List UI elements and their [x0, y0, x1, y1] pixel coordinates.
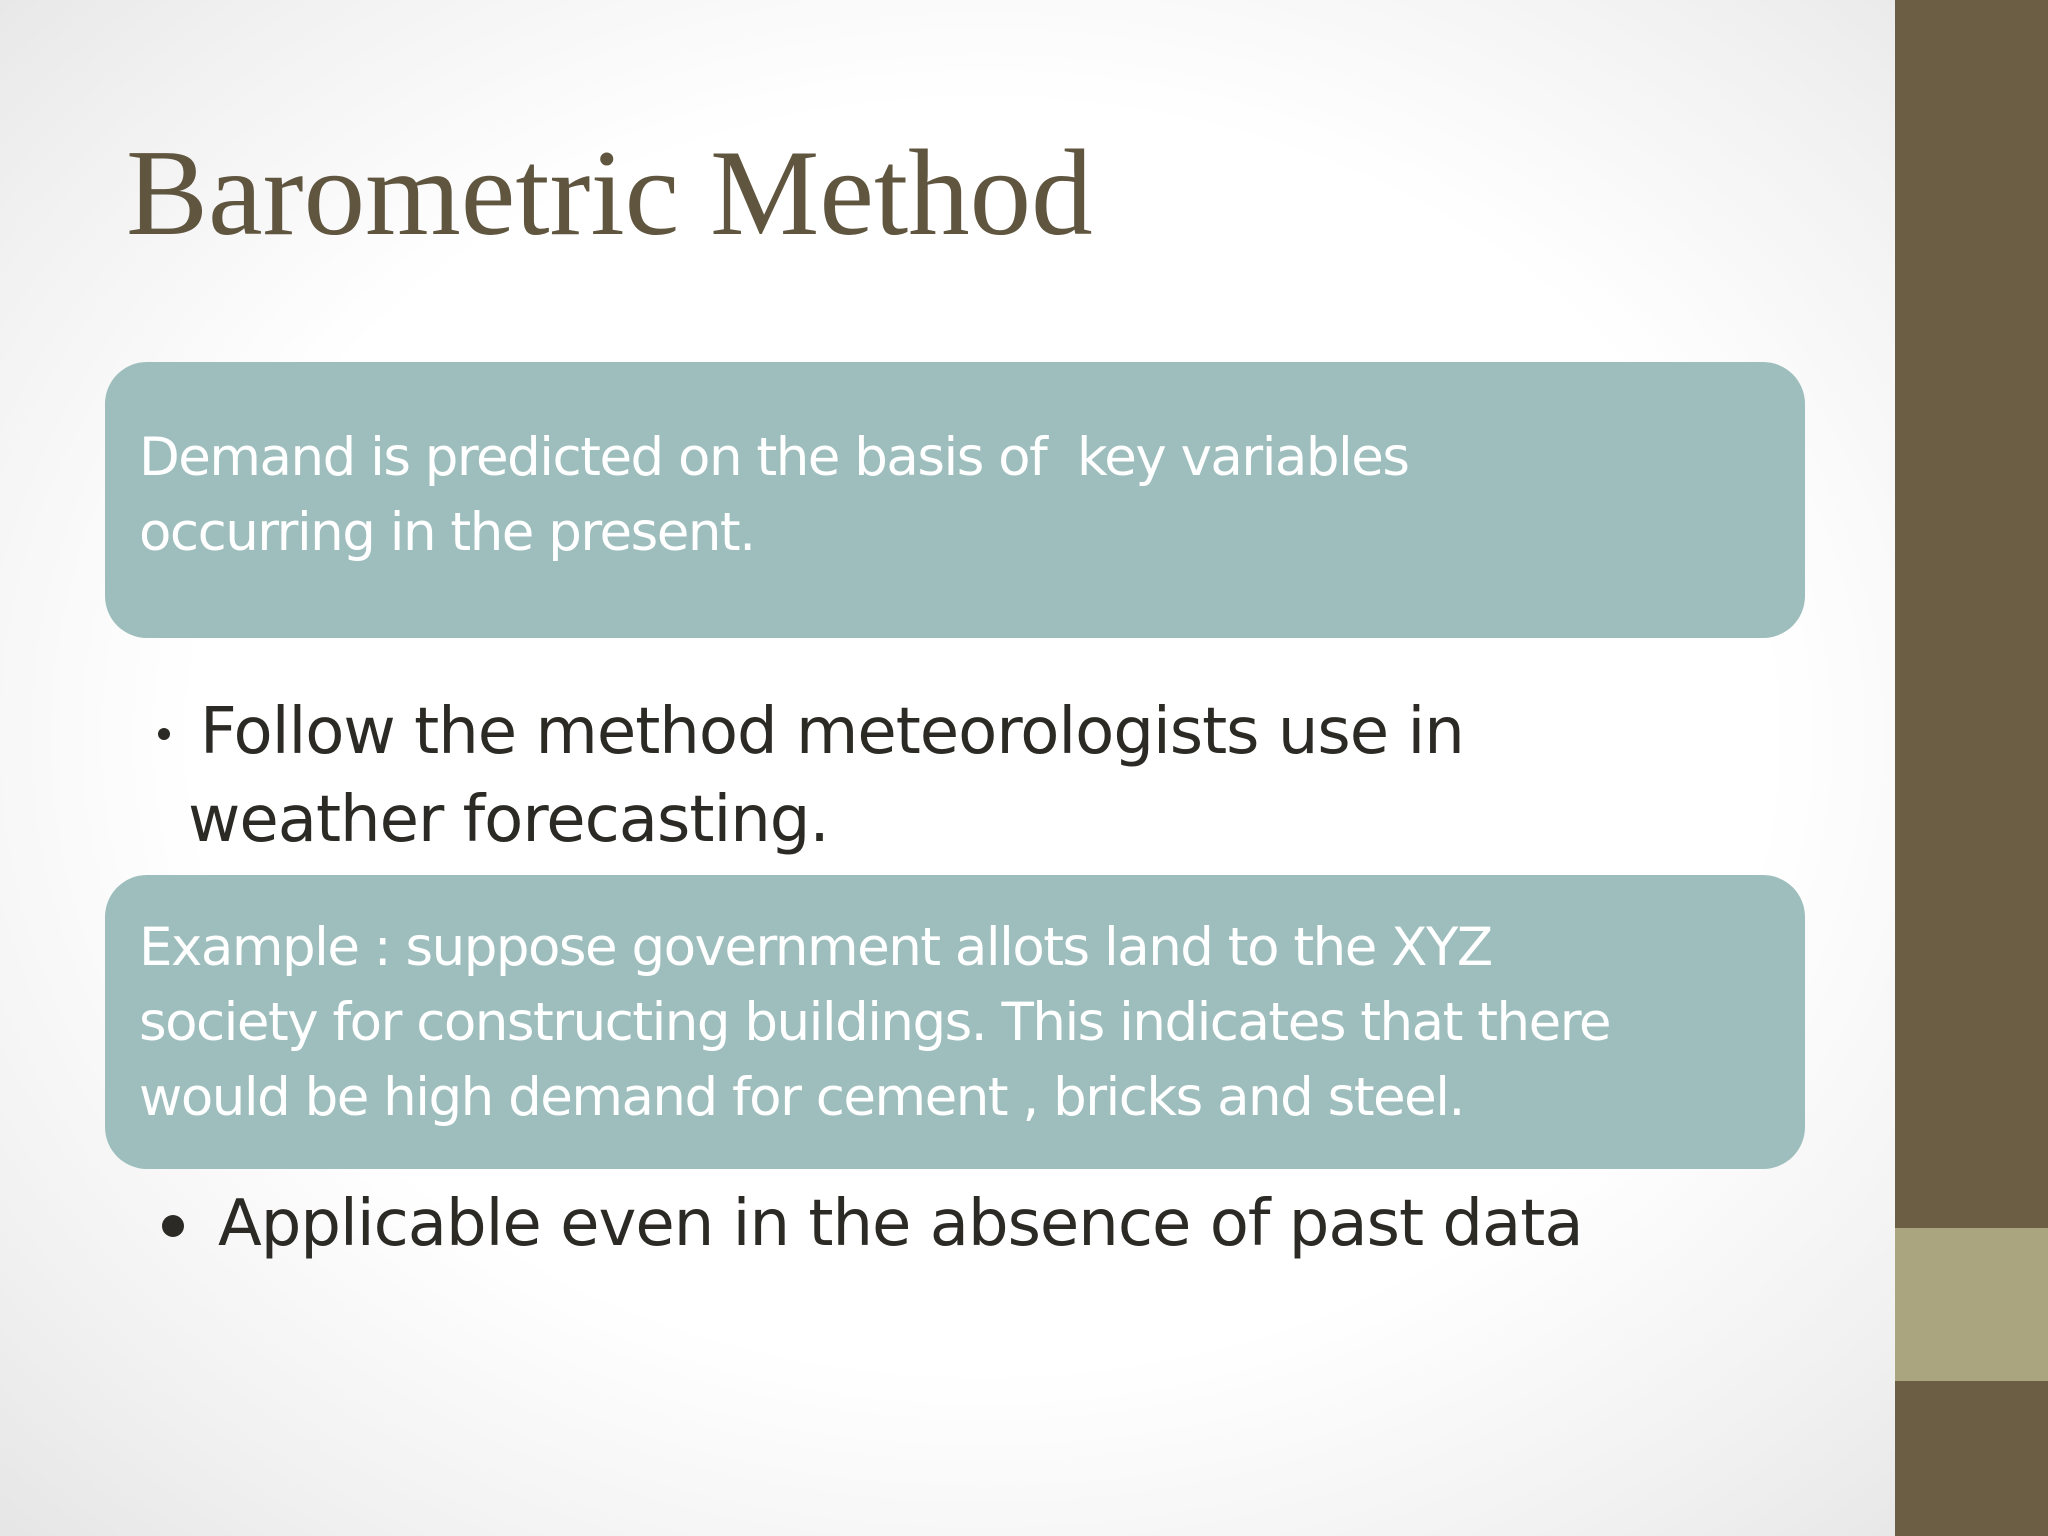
- callout-line: would be high demand for cement , bricks and steel.: [139, 1067, 1464, 1128]
- bullet-text: Applicable even in the absence of past data: [218, 1187, 1583, 1261]
- bullet-dot-icon: [158, 728, 170, 740]
- bullet-item-meteorologists: [158, 688, 1578, 864]
- bullet-line: weather forecasting.: [188, 783, 829, 857]
- sidebar-accent-block: [1895, 1228, 2048, 1381]
- bullet-text: [188, 688, 1464, 864]
- callout-line: Demand is predicted on the basis of key variables: [139, 427, 1409, 488]
- slide-title: Barometric Method: [126, 124, 1093, 261]
- callout-line: Example : suppose government allots land to the XYZ: [139, 917, 1492, 978]
- definition-callout: [105, 362, 1805, 638]
- bullet-item-past-data: [162, 1180, 1762, 1268]
- callout-line: society for constructing buildings. This indicates that there: [139, 992, 1610, 1053]
- callout-line: occurring in the present.: [139, 502, 755, 563]
- example-callout: [105, 875, 1805, 1169]
- bullet-line: Follow the method meteorologists use in: [200, 695, 1464, 769]
- bullet-dot-icon: [162, 1215, 184, 1237]
